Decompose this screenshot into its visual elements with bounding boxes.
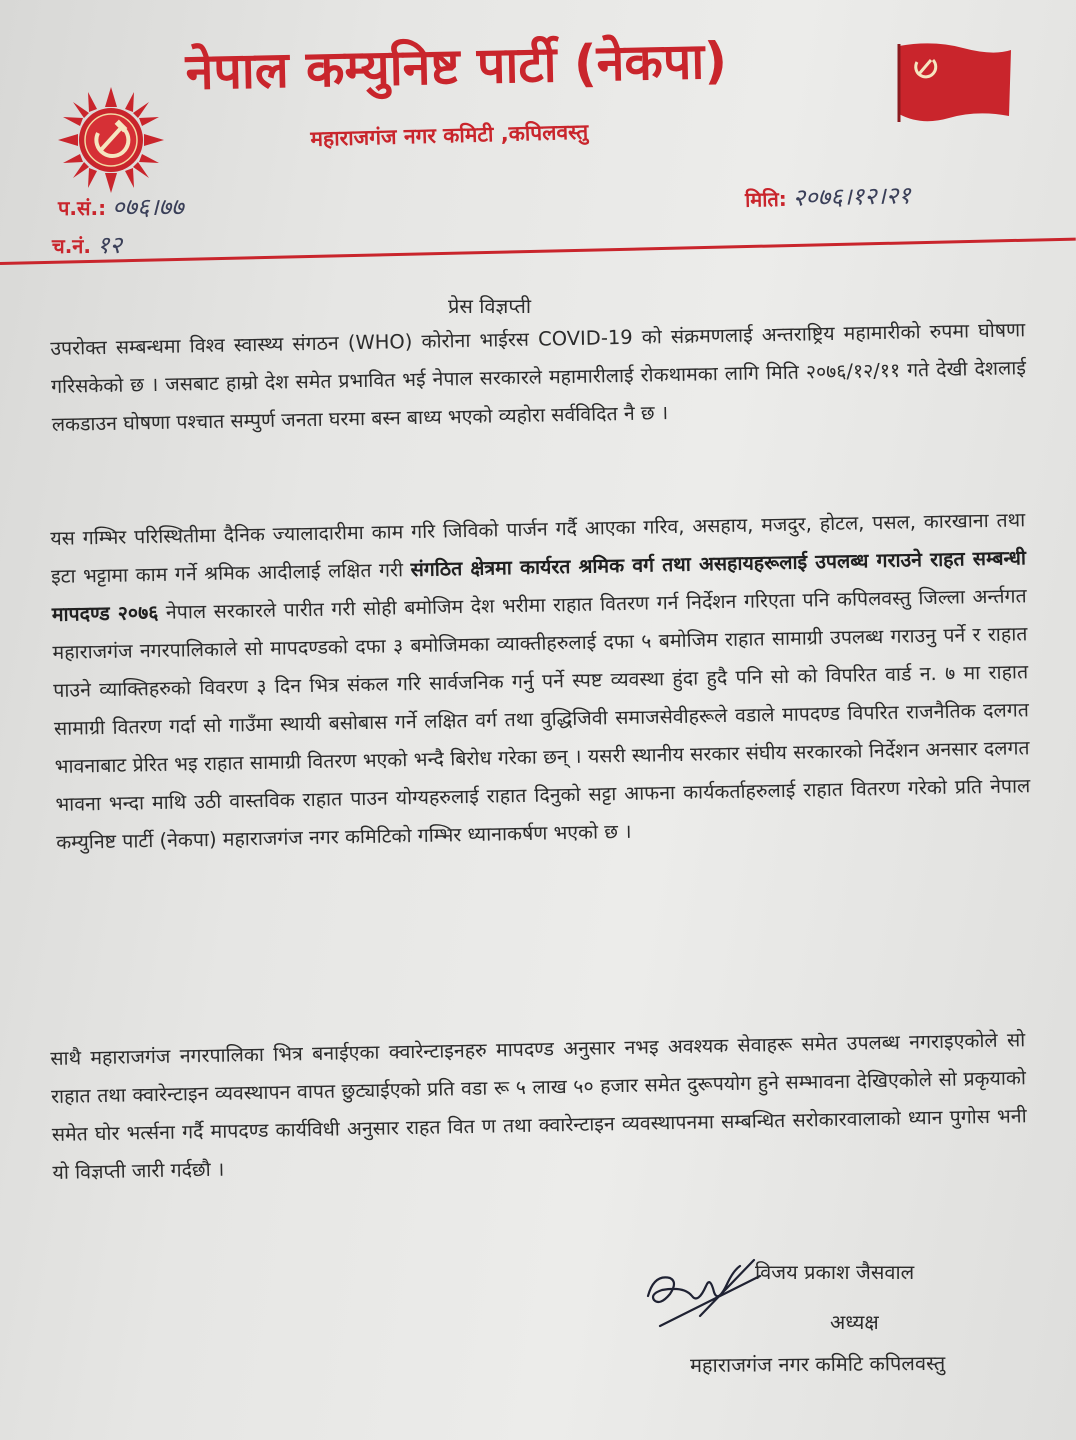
dispatch-number-value: १२ <box>97 231 122 259</box>
committee-subheading: महाराजगंज नगर कमिटी ,कपिलवस्तु <box>310 119 589 151</box>
signature-block <box>640 1256 1060 1406</box>
signer-role: अध्यक्ष <box>830 1310 879 1334</box>
paragraph-1: उपरोक्त सम्बन्धमा विश्व स्वास्थ्य संगठन (WHO) कोरोना भाईरस COVID-19 को संक्रमणलाई अन्तराष्ट्रिय महामारीको रुपमा घोषणा गरिसकेको छ । जसबाट हाम्रो देश समेत प्रभावित भई नेपाल सरकारले महामारीलाई रोकथामका लागि मिति २०७६/१२/११ गते देखी देशलाई लकडाउन घोषणा पश्चात सम्पुर्ण जनता घरमा बस्न बाध्य भएको व्यहोरा सर्वविदित नै छ । <box>50 318 1027 436</box>
letter-date <box>745 178 911 214</box>
paragraph-2 <box>50 501 1031 862</box>
reference-number-value: ०७६।७७ <box>112 193 184 221</box>
dispatch-number-label: च.नं. <box>52 234 91 258</box>
handwritten-signature <box>640 1256 765 1341</box>
paragraph-2-body: नेपाल सरकारले पारीत गरी सोही बमोजिम देश भरीमा राहात वितरण गर्न निर्देशन गरिएता पनि कपिलवस्तु जिल्ला अर्न्तगत महाराजगंज नगरपालिकाले सो मापदण्डको दफा ३ बमोजिमका व्याक्तीहरुलाई दफा ५ बमोजिम राहात सामाग्री उपलब्ध गराउनु पर्ने र राहात पाउने व्याक्तिहरुको विवरण ३ दिन भित्र संकल गरि सार्वजनिक गर्नु पर्ने स्पष्ट व्यवस्था हुंदा हुदै पनि सो को विपरित वार्ड न. ७ मा राहात सामाग्री वितरण गर्दा सो गाउँमा स्थायी बसोबास गर्ने लक्षित वर्ग तथा वुद्धिजिवी समाजसेवीहरूले वडाले मापदण्ड विपरित राजनैतिक दलगत भावनाबाट प्रेरित भइ राहात सामाग्री वितरण भएको भन्दै बिरोध गरेका छन् । यसरी स्थानीय सरकार संघीय सरकारको निर्देशन अनसार दलगत भावना भन्दा माथि उठी वास्तविक राहात पाउन योग्यहरुलाई राहात दिनुको सट्टा आफना कार्यकर्ताहरुलाई राहात वितरण गरेको प्रति नेपाल कम्युनिष्ट पार्टी (नेकपा) महाराजगंज नगर कमिटिको गम्भिर ध्यानाकर्षण भएको छ । <box>52 584 1031 854</box>
reference-number-label: प.सं.: <box>58 196 107 220</box>
dispatch-number <box>52 228 122 261</box>
date-label: मिति: <box>744 186 788 212</box>
letterhead-divider <box>0 238 1076 265</box>
party-name-heading: नेपाल कम्युनिष्ट पार्टी (नेकपा) <box>185 31 728 101</box>
paragraph-2-bold-phrase: संगठित क्षेत्रमा कार्यरत श्रमिक वर्ग तथा असहायहरूलाई उपलब्ध गराउने राहत सम्बन्धी मापदण्ड २०७६ <box>51 546 1027 626</box>
paragraph-2-intro: यस गम्भिर परिस्थितीमा दैनिक ज्यालादारीमा काम गरि जिविको पार्जन गर्दै आएका गरिव, असहाय, मजदुर, होटल, पसल, कारखाना तथा इटा भट्टामा काम गर्ने श्रमिक आदीलाई लक्षित गरी <box>50 508 1026 588</box>
paragraph-3: साथै महाराजगंज नगरपालिका भित्र बनाईएका क्वारेन्टाइनहरु मापदण्ड अनुसार नभइ अवश्यक सेवाहरू समेत उपलब्ध नगराइएकोले सो राहात तथा क्वारेन्टाइन व्यवस्थापन वापत छुट्याईएको प्रति वडा रू ५ लाख ५० हजार समेत दुरूपयोग हुने सम्भावना देखिएकोले सो प्रकृयाको समेत घोर भर्त्सना गर्दै मापदण्ड कार्यविधी अनुसार राहत वित ण तथा क्वारेन्टाइन व्यवस्थापनमा सम्बन्धित सरोकारवालाको ध्यान पुगोस भनी यो विज्ञप्ती जारी गर्दछौ । <box>50 1028 1027 1184</box>
date-value: २०७६।१२।२१ <box>792 181 912 212</box>
reference-number <box>58 190 184 223</box>
red-flag-hammer-sickle-icon <box>893 40 1015 122</box>
signer-name: विजय प्रकाश जैसवाल <box>755 1260 915 1284</box>
signer-organization: महाराजगंज नगर कमिटि कपिलवस्तु <box>689 1350 946 1378</box>
press-release-title: प्रेस विज्ञप्ती <box>448 294 532 318</box>
hammer-sickle-sun-emblem-icon <box>56 85 166 195</box>
